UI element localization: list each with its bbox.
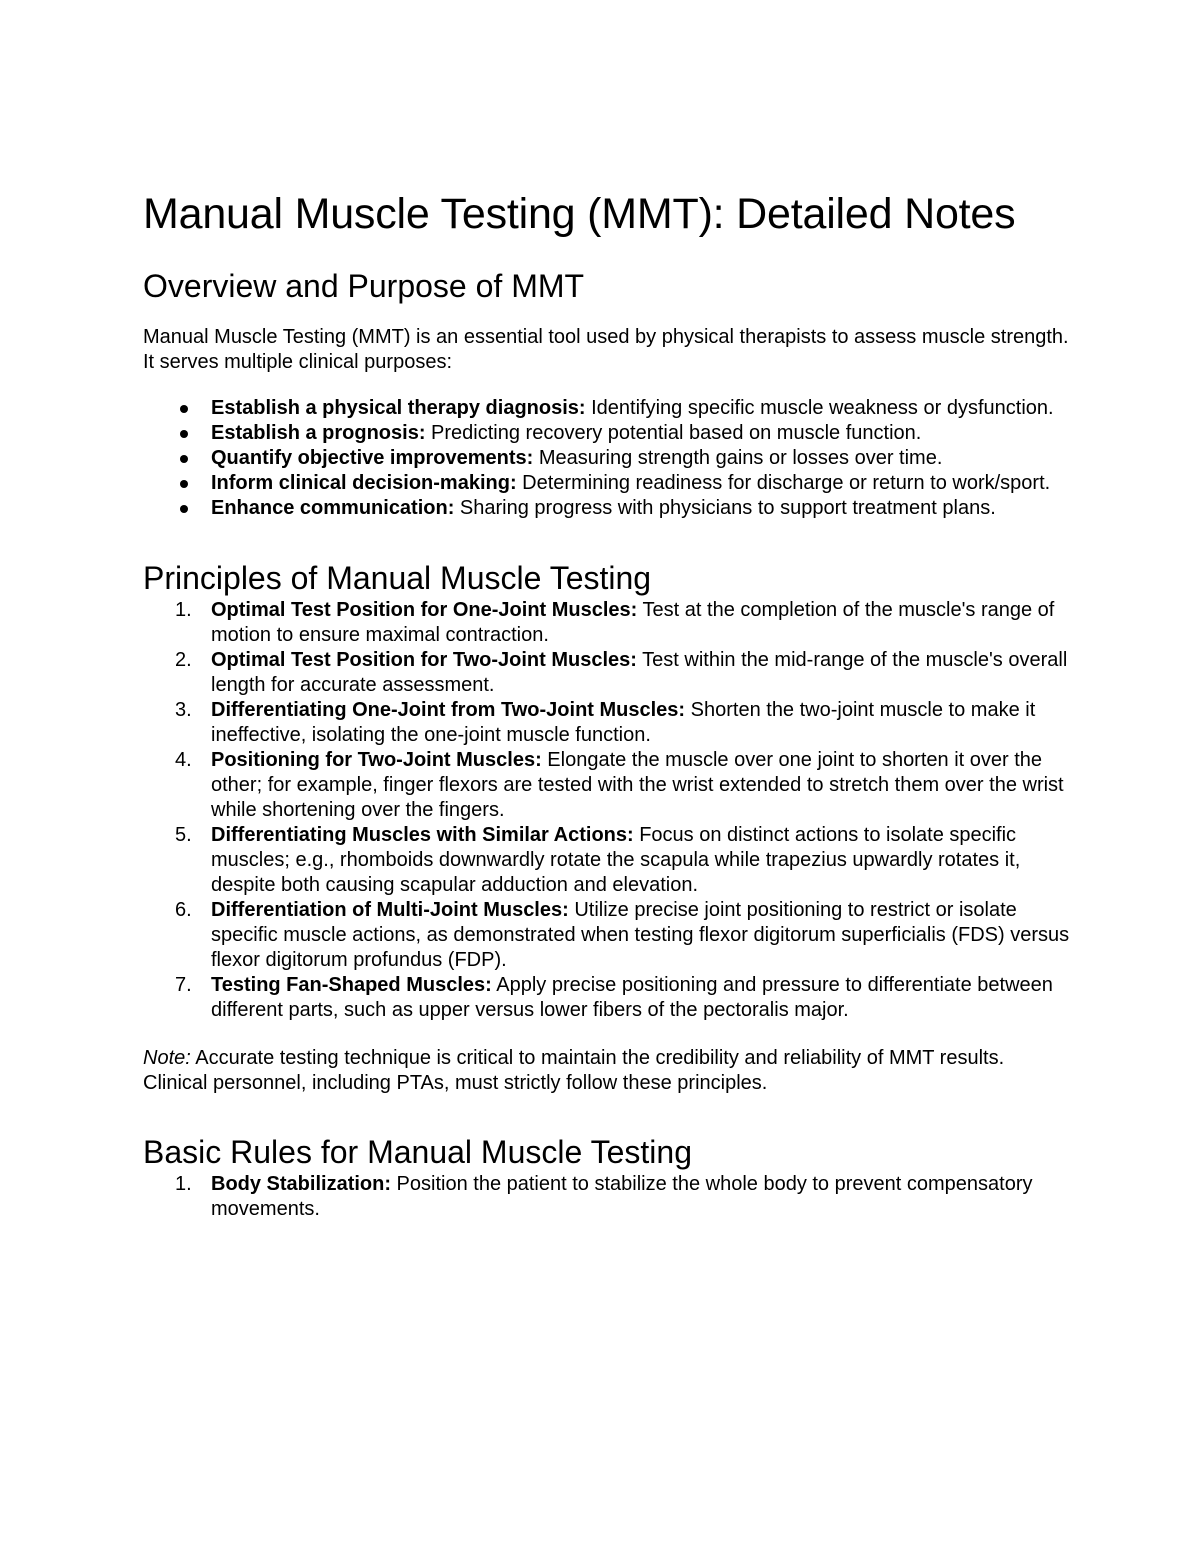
- item-text: Test at the completion of the muscle's range of motion to ensure maximal contraction.: [211, 599, 1055, 646]
- list-item: [143, 421, 1073, 446]
- item-text: Apply precise positioning and pressure to differentiate between different parts, such as upper versus lower fibers of the pectoralis major.: [211, 974, 1053, 1021]
- list-item: [143, 823, 1073, 898]
- list-item: [143, 898, 1073, 973]
- item-text: Position the patient to stabilize the whole body to prevent compensatory movements.: [211, 1173, 1033, 1220]
- list-item: [143, 698, 1073, 748]
- principles-list: [143, 598, 1073, 1023]
- item-term: Differentiating Muscles with Similar Actions:: [211, 824, 634, 846]
- item-text: Elongate the muscle over one joint to shorten it over the other; for example, finger flexors are tested with the wrist extended to stretch them over the wrist while shortening over the fingers.: [211, 749, 1064, 821]
- item-term: Differentiation of Multi-Joint Muscles:: [211, 899, 569, 921]
- item-number: 4.: [175, 749, 192, 771]
- list-item: [143, 598, 1073, 648]
- list-item: [143, 471, 1073, 496]
- item-text: Predicting recovery potential based on muscle function.: [425, 422, 922, 444]
- item-text: Utilize precise joint positioning to restrict or isolate specific muscle actions, as demonstrated when testing flexor digitorum superficialis (FDS) versus flexor digitorum profundus (FDP).: [211, 899, 1070, 971]
- bullet-icon: [180, 505, 188, 513]
- document-page: [143, 188, 1073, 1222]
- item-text: Focus on distinct actions to isolate specific muscles; e.g., rhomboids downwardly rotate the scapula while trapezius upwardly rotates it, despite both causing scapular adduction and elevation.: [211, 824, 1021, 896]
- rules-heading: Basic Rules for Manual Muscle Testing: [143, 1134, 692, 1170]
- item-term: Optimal Test Position for One-Joint Muscles:: [211, 599, 638, 621]
- item-term: Quantify objective improvements:: [211, 447, 534, 469]
- item-number: 1.: [175, 1173, 192, 1195]
- item-text: Measuring strength gains or losses over time.: [533, 447, 943, 469]
- item-term: Differentiating One-Joint from Two-Joint Muscles:: [211, 699, 686, 721]
- item-number: 6.: [175, 899, 192, 921]
- item-term: Inform clinical decision-making:: [211, 472, 517, 494]
- list-item: [143, 496, 1073, 521]
- item-text: Shorten the two-joint muscle to make it ineffective, isolating the one-joint muscle function.: [211, 699, 1036, 746]
- overview-heading: Overview and Purpose of MMT: [143, 268, 585, 304]
- item-number: 1.: [175, 599, 192, 621]
- item-term: Testing Fan-Shaped Muscles:: [211, 974, 492, 996]
- bullet-icon: [180, 405, 188, 413]
- bullet-icon: [180, 480, 188, 488]
- purpose-list: [143, 396, 1073, 521]
- bullet-icon: [180, 430, 188, 438]
- item-text: Test within the mid-range of the muscle's overall length for accurate assessment.: [211, 649, 1068, 696]
- note-label: Note:: [143, 1047, 191, 1069]
- list-item: [143, 648, 1073, 698]
- overview-intro: Manual Muscle Testing (MMT) is an essential tool used by physical therapists to assess muscle strength. It serves multiple clinical purposes:: [143, 326, 1069, 373]
- item-term: Optimal Test Position for Two-Joint Muscles:: [211, 649, 637, 671]
- item-term: Establish a prognosis:: [211, 422, 426, 444]
- document-title: Manual Muscle Testing (MMT): Detailed Notes: [143, 190, 1016, 238]
- item-text: Sharing progress with physicians to support treatment plans.: [454, 497, 996, 519]
- item-term: Body Stabilization:: [211, 1173, 391, 1195]
- item-number: 5.: [175, 824, 192, 846]
- list-item: [143, 748, 1073, 823]
- item-number: 2.: [175, 649, 192, 671]
- item-term: Establish a physical therapy diagnosis:: [211, 397, 586, 419]
- item-term: Enhance communication:: [211, 497, 455, 519]
- item-text: Determining readiness for discharge or return to work/sport.: [516, 472, 1051, 494]
- item-number: 3.: [175, 699, 192, 721]
- item-number: 7.: [175, 974, 192, 996]
- note-text: Accurate testing technique is critical to maintain the credibility and reliability of MMT results. Clinical personnel, including PTAs, must strictly follow these principles.: [143, 1047, 1005, 1094]
- note-paragraph: [143, 1046, 1073, 1096]
- item-text: Identifying specific muscle weakness or dysfunction.: [585, 397, 1054, 419]
- bullet-icon: [180, 455, 188, 463]
- list-item: [143, 973, 1073, 1023]
- item-term: Positioning for Two-Joint Muscles:: [211, 749, 542, 771]
- list-item: [143, 1172, 1073, 1222]
- rules-list: [143, 1172, 1073, 1222]
- principles-heading: Principles of Manual Muscle Testing: [143, 560, 652, 596]
- list-item: [143, 446, 1073, 471]
- list-item: [143, 396, 1073, 421]
